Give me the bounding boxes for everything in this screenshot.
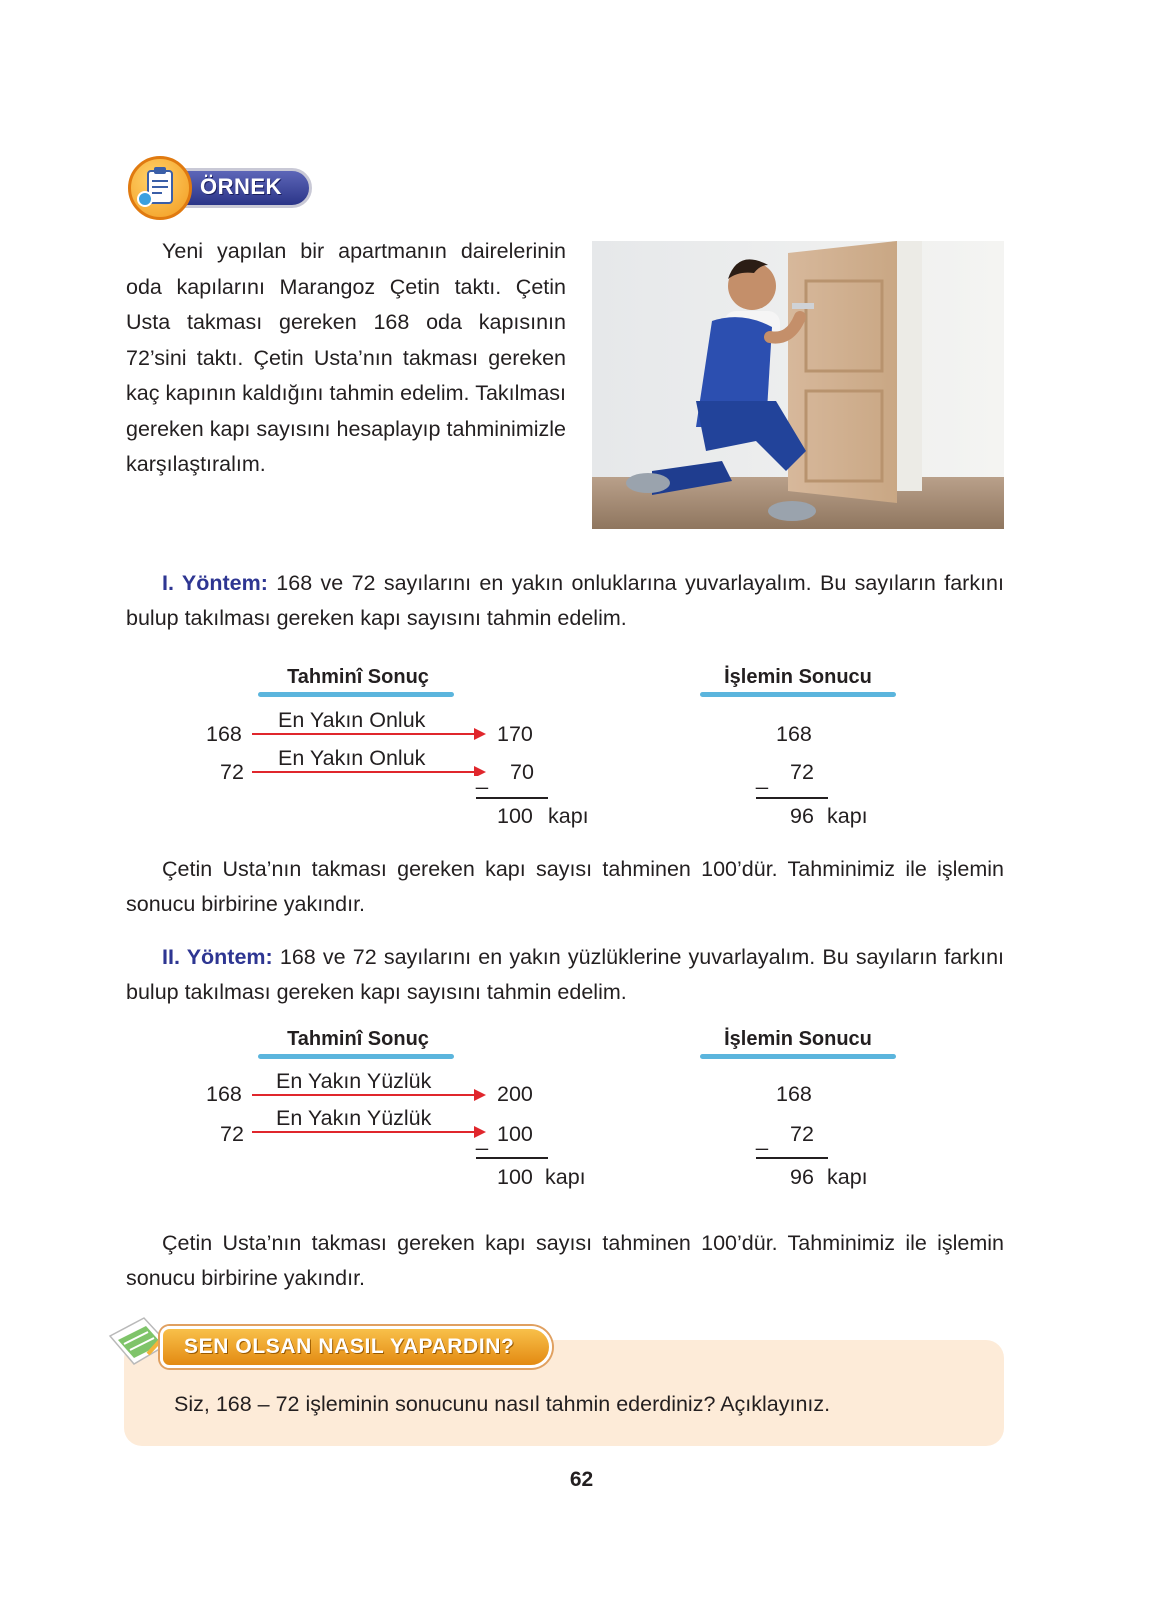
method2-calc-minus: _ (756, 1127, 768, 1151)
method1-title: I. Yöntem: (162, 571, 268, 595)
method1-conclusion (126, 852, 1004, 922)
method1-conclusion-text: Çetin Usta’nın takması gereken kapı sayısı tahminen 100’dür. Tahminimiz ile işlemin sonucu birbirine yakındır. (126, 857, 1004, 916)
method1-estimate-unit: kapı (548, 804, 589, 828)
method1-arrow-a (252, 728, 486, 740)
method1-result-underline (700, 692, 896, 697)
method1-arrow-label-b: En Yakın Onluk (278, 746, 426, 770)
method1-number-a: 168 (206, 722, 242, 746)
method2-calc-line (756, 1157, 828, 1159)
method2-arrow-b (252, 1126, 486, 1138)
method2-number-b: 72 (220, 1122, 244, 1146)
method1-calc-a: 168 (776, 722, 812, 746)
method2-rounded-a: 200 (497, 1082, 533, 1106)
method2-estimate-unit: kapı (545, 1165, 586, 1189)
method1-arrows (250, 724, 490, 776)
method2-rounded-b: 100 (497, 1122, 533, 1146)
method1-estimate-underline (258, 692, 454, 697)
method1-estimate-line (476, 797, 548, 799)
method1-arrow-label-a: En Yakın Onluk (278, 708, 426, 732)
intro-paragraph (126, 234, 566, 483)
method2-estimate-header: Tahminî Sonuç (287, 1028, 429, 1050)
method2-arrow-label-b: En Yakın Yüzlük (276, 1106, 432, 1130)
method2-number-a: 168 (206, 1082, 242, 1106)
method1-result-header: İşlemin Sonucu (724, 666, 872, 688)
method2-calc-a: 168 (776, 1082, 812, 1106)
carpenter-photo (592, 241, 1004, 529)
method1-minus-sign: _ (476, 766, 488, 790)
method2-minus-sign: _ (476, 1127, 488, 1151)
callout-label: SEN OLSAN NASIL YAPARDIN? (184, 1335, 515, 1358)
method1-number-b: 72 (220, 760, 244, 784)
method2-arrow-label-a: En Yakın Yüzlük (276, 1069, 432, 1093)
method1-calc-minus: _ (756, 766, 768, 790)
method2-arrow-a (252, 1089, 486, 1101)
method2-result-underline (700, 1054, 896, 1059)
method2-calc-result: 96 (790, 1165, 814, 1189)
example-badge-label: ÖRNEK (200, 174, 282, 199)
method2-title: II. Yöntem: (162, 945, 273, 969)
example-badge (128, 156, 318, 222)
method2-conclusion (126, 1226, 1004, 1296)
method2-conclusion-text: Çetin Usta’nın takması gereken kapı sayısı tahminen 100’dür. Tahminimiz ile işlemin sonucu birbirine yakındır. (126, 1231, 1004, 1290)
method1-text: 168 ve 72 sayılarını en yakın onluklarına yuvarlayalım. Bu sayıların farkını bulup takılması gereken kapı sayısını tahmin edelim. (126, 571, 1004, 630)
method2-estimate-result: 100 (497, 1165, 533, 1189)
method1-arrow-b (252, 766, 486, 776)
method1-estimate-header: Tahminî Sonuç (287, 666, 429, 688)
method2-arrows (250, 1086, 490, 1138)
method2-estimate-line (476, 1157, 548, 1159)
method2-calc-b: 72 (790, 1122, 814, 1146)
intro-text: Yeni yapılan bir apartmanın dairelerinin oda kapılarını Marangoz Çetin taktı. Çetin Usta takması gereken 168 oda kapısının 72’sini taktı. Çetin Usta’nın takması gereken kaç kapının kaldığını tahmin edelim. Takılması gereken kapı sayısını hesaplayıp tahminimizle karşılaştıralım. (126, 239, 566, 476)
method1-calc-b: 72 (790, 760, 814, 784)
method2-estimate-underline (258, 1054, 454, 1059)
callout-question: Siz, 168 – 72 işleminin sonucunu nasıl tahmin ederdiniz? Açıklayınız. (174, 1392, 831, 1416)
page-number: 62 (569, 1468, 594, 1491)
method2-result-header: İşlemin Sonucu (724, 1028, 872, 1050)
method1-rounded-a: 170 (497, 722, 533, 746)
method1-calc-result: 96 (790, 804, 814, 828)
method1-paragraph (126, 566, 1004, 636)
method2-calc-unit: kapı (827, 1165, 868, 1189)
method2-text: 168 ve 72 sayılarını en yakın yüzlüklerine yuvarlayalım. Bu sayıların farkını bulup takılması gereken kapı sayısını tahmin edelim. (126, 945, 1004, 1004)
method1-estimate-result: 100 (497, 804, 533, 828)
method1-calc-line (756, 797, 828, 799)
method1-calc-unit: kapı (827, 804, 868, 828)
clipboard-icon (128, 156, 192, 220)
method1-rounded-b: 70 (510, 760, 534, 784)
method2-paragraph (126, 940, 1004, 1010)
